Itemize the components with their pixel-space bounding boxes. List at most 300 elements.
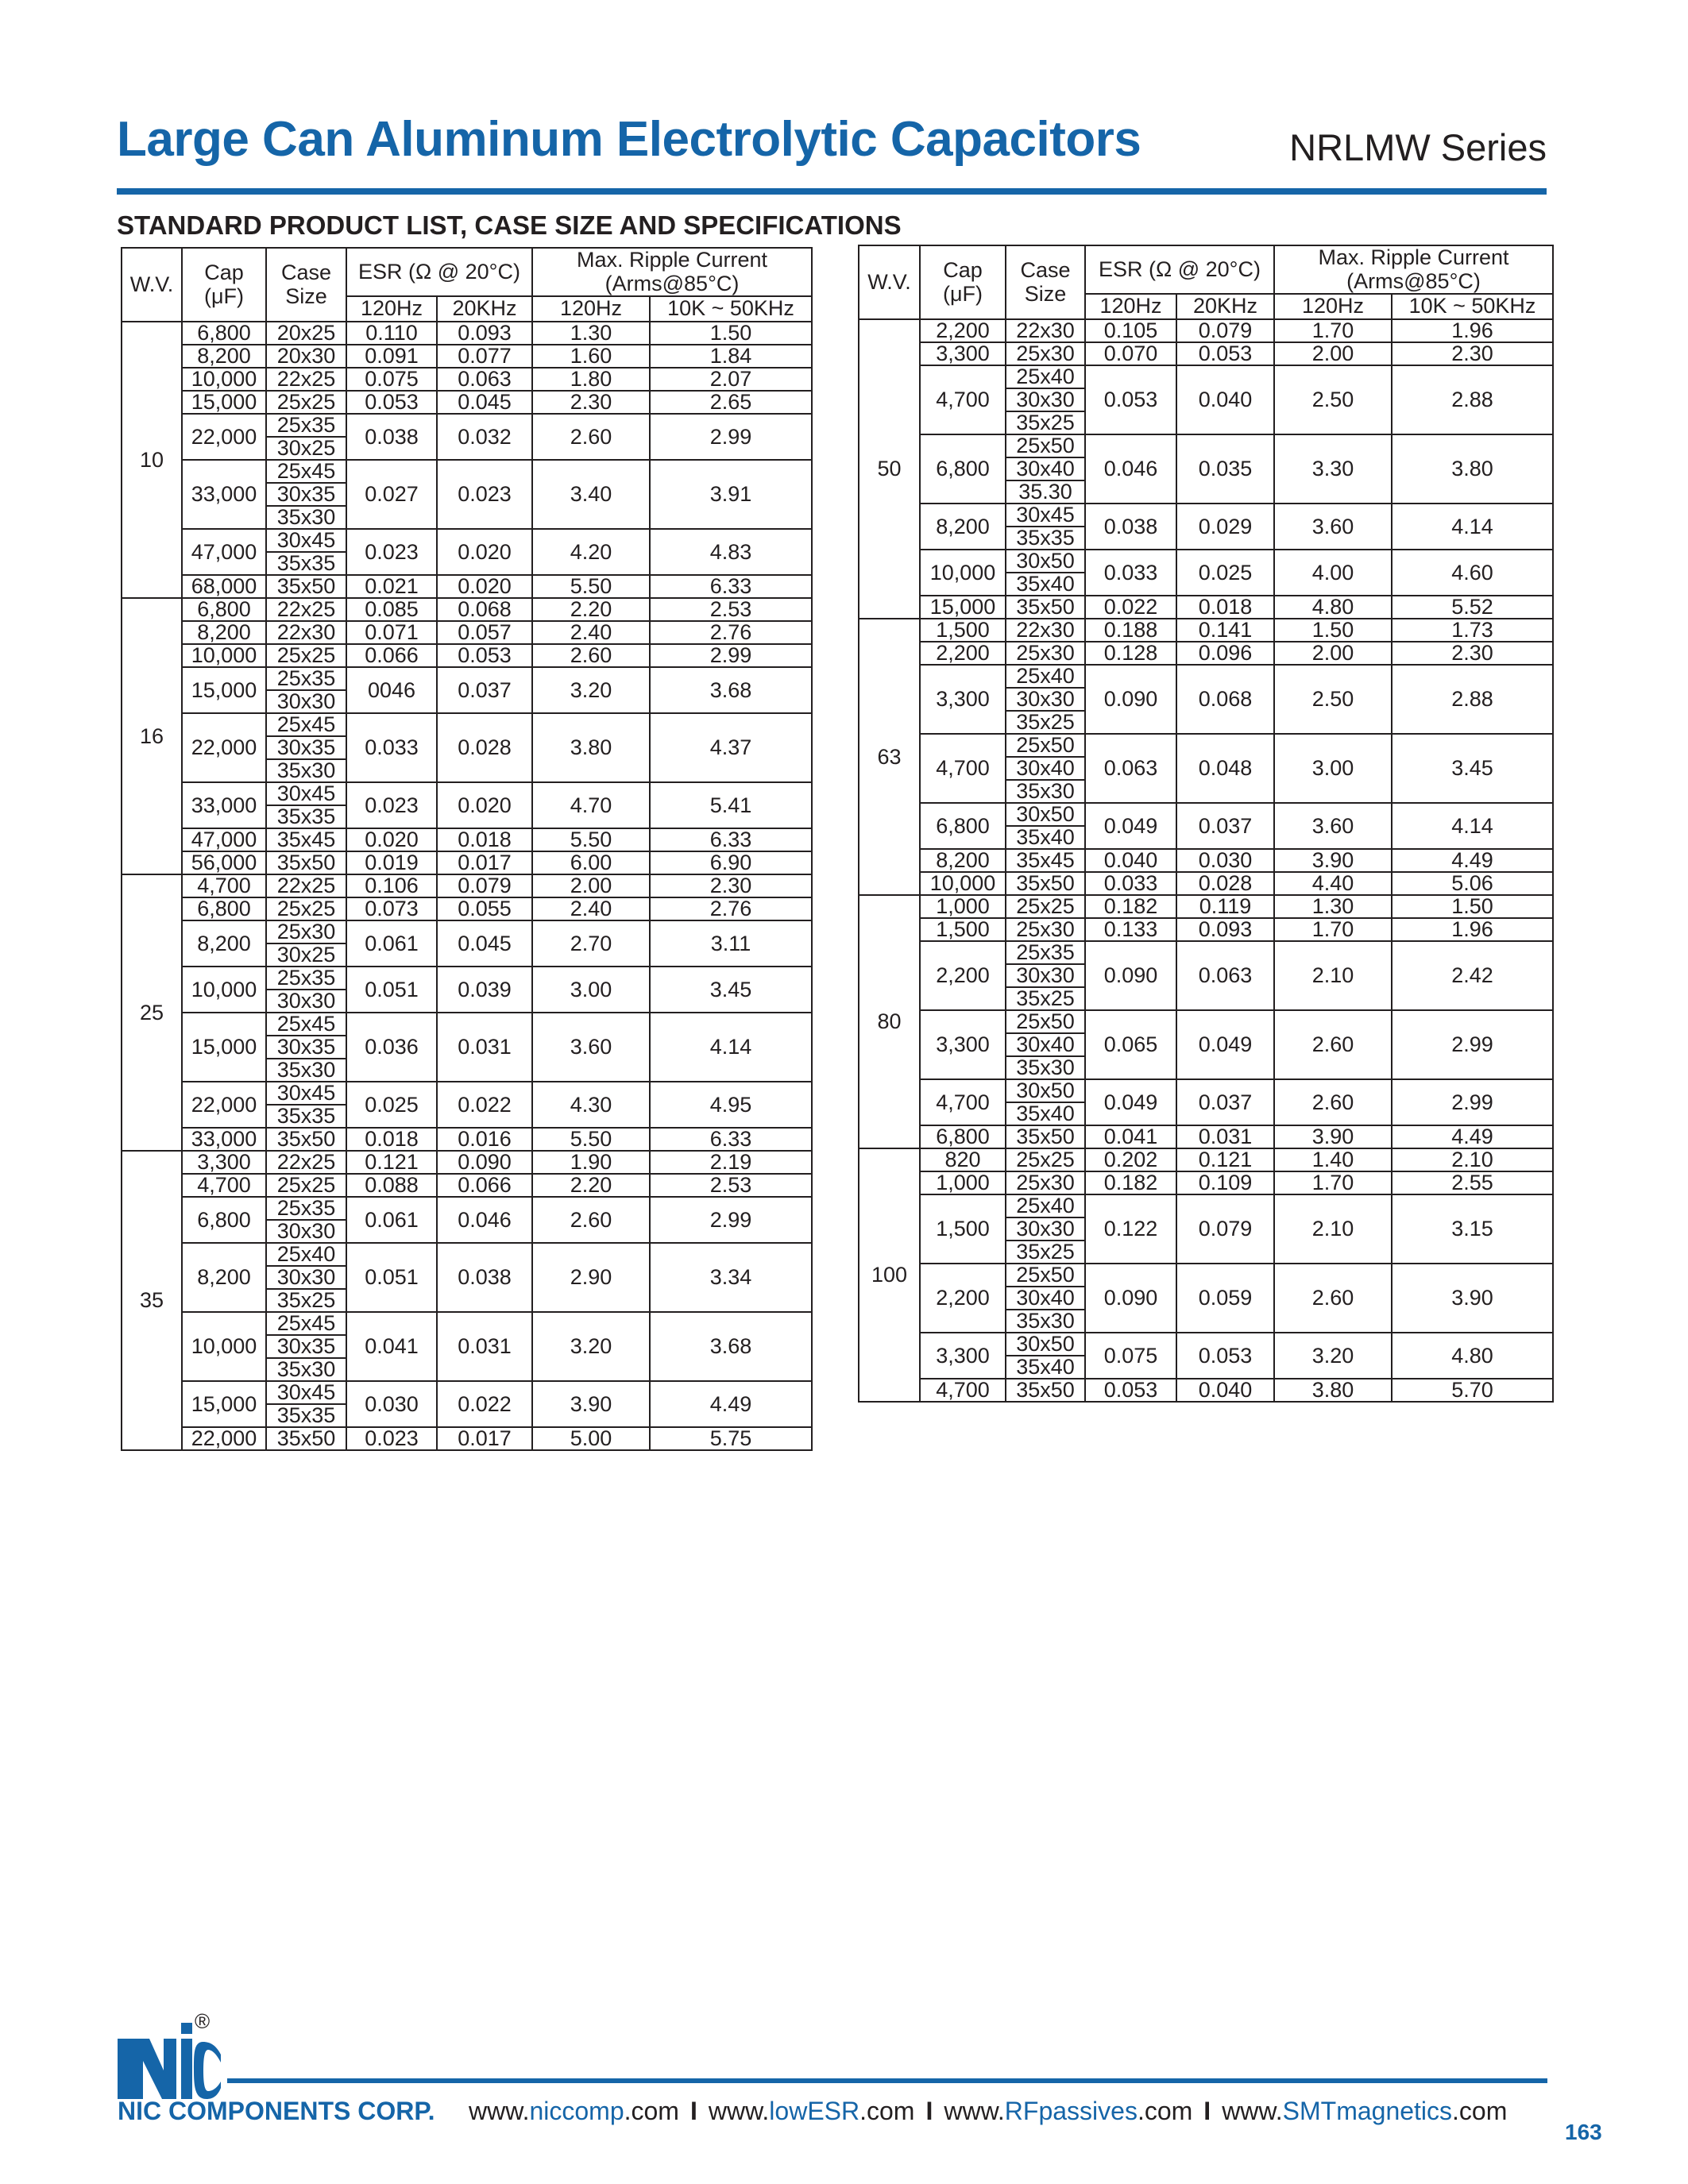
case-size-cell: 25x40 — [266, 1243, 346, 1266]
ripple-120hz-cell: 3.60 — [532, 1013, 650, 1082]
esr-120hz-cell: 0.040 — [1085, 849, 1176, 872]
spec-table-left — [121, 247, 813, 1451]
table-row — [859, 1264, 1553, 1287]
cap-cell: 3,300 — [920, 665, 1006, 734]
esr-120hz-cell: 0.023 — [346, 1427, 437, 1450]
case-size-cell: 25x25 — [1006, 895, 1085, 918]
cap-cell: 10,000 — [920, 550, 1006, 596]
wv-cell: 63 — [859, 619, 920, 895]
ripple-120hz-cell: 2.20 — [532, 1174, 650, 1197]
cap-cell: 8,200 — [920, 849, 1006, 872]
cap-cell: 33,000 — [182, 460, 266, 529]
ripple-10k-cell: 4.95 — [650, 1082, 812, 1128]
cap-cell: 6,800 — [182, 598, 266, 621]
header-cap-line2: (μF) — [942, 281, 983, 306]
table-row — [859, 619, 1553, 642]
case-size-cell: 30x30 — [1006, 688, 1085, 711]
case-size-cell: 30x50 — [1006, 1333, 1085, 1356]
header-cap-line2: (μF) — [203, 284, 245, 308]
table-row — [122, 967, 812, 990]
esr-120hz-cell: 0.202 — [1085, 1148, 1176, 1171]
header-case — [1006, 245, 1085, 319]
header-ripple-line1: Max. Ripple Current — [1318, 245, 1509, 269]
table-row — [859, 849, 1553, 872]
wv-cell: 35 — [122, 1151, 182, 1450]
header-ripple-10k-50khz: 10K ~ 50KHz — [1392, 294, 1553, 319]
cap-cell: 3,300 — [920, 342, 1006, 365]
table-row — [859, 1079, 1553, 1102]
esr-20khz-cell: 0.035 — [1176, 434, 1274, 504]
wv-cell: 10 — [122, 322, 182, 598]
ripple-120hz-cell: 4.30 — [532, 1082, 650, 1128]
esr-120hz-cell: 0.071 — [346, 621, 437, 644]
header-case-line1: Case — [280, 260, 332, 284]
esr-20khz-cell: 0.040 — [1176, 365, 1274, 434]
ripple-120hz-cell: 1.80 — [532, 368, 650, 391]
ripple-120hz-cell: 3.20 — [532, 667, 650, 713]
header-esr: ESR (Ω @ 20°C) — [1085, 245, 1274, 294]
ripple-120hz-cell: 2.60 — [532, 1197, 650, 1243]
ripple-120hz-cell: 5.50 — [532, 575, 650, 598]
ripple-10k-cell: 2.30 — [1392, 642, 1553, 665]
case-size-cell: 35x30 — [266, 506, 346, 529]
ripple-10k-cell: 1.50 — [1392, 895, 1553, 918]
table-row — [122, 621, 812, 644]
cap-cell: 820 — [920, 1148, 1006, 1171]
ripple-120hz-cell: 6.00 — [532, 851, 650, 874]
ripple-120hz-cell: 2.10 — [1274, 941, 1392, 1010]
ripple-120hz-cell: 1.90 — [532, 1151, 650, 1174]
cap-cell: 15,000 — [182, 667, 266, 713]
spec-table-right — [858, 245, 1554, 1403]
table-row — [859, 1379, 1553, 1402]
esr-20khz-cell: 0.077 — [437, 345, 532, 368]
ripple-120hz-cell: 1.60 — [532, 345, 650, 368]
cap-cell: 10,000 — [182, 967, 266, 1013]
header-esr-120hz: 120Hz — [1085, 294, 1176, 319]
ripple-10k-cell: 1.73 — [1392, 619, 1553, 642]
wv-cell: 80 — [859, 895, 920, 1148]
table-row — [122, 1312, 812, 1335]
ripple-10k-cell: 4.14 — [1392, 504, 1553, 550]
case-size-cell: 25x40 — [1006, 1194, 1085, 1217]
table-row — [122, 667, 812, 690]
table-row — [122, 322, 812, 345]
ripple-10k-cell: 2.55 — [1392, 1171, 1553, 1194]
header-cap — [182, 248, 266, 322]
esr-120hz-cell: 0.049 — [1085, 1079, 1176, 1125]
cap-cell: 47,000 — [182, 529, 266, 575]
esr-120hz-cell: 0.049 — [1085, 803, 1176, 849]
table-row — [859, 550, 1553, 573]
table-row — [122, 644, 812, 667]
ripple-120hz-cell: 1.70 — [1274, 918, 1392, 941]
ripple-10k-cell: 4.83 — [650, 529, 812, 575]
ripple-120hz-cell: 2.60 — [532, 414, 650, 460]
case-size-cell: 35x40 — [1006, 1356, 1085, 1379]
case-size-cell: 25x35 — [266, 967, 346, 990]
cap-cell: 22,000 — [182, 713, 266, 782]
esr-20khz-cell: 0.049 — [1176, 1010, 1274, 1079]
link-smtmagnetics-pre: www. — [1222, 2097, 1283, 2125]
esr-20khz-cell: 0.079 — [437, 874, 532, 897]
case-size-cell: 20x25 — [266, 322, 346, 345]
cap-cell: 8,200 — [182, 920, 266, 967]
ripple-120hz-cell: 4.00 — [1274, 550, 1392, 596]
esr-20khz-cell: 0.031 — [437, 1013, 532, 1082]
ripple-10k-cell: 6.33 — [650, 828, 812, 851]
esr-20khz-cell: 0.141 — [1176, 619, 1274, 642]
esr-20khz-cell: 0.037 — [437, 667, 532, 713]
header-ripple-10k-50khz: 10K ~ 50KHz — [650, 296, 812, 322]
case-size-cell: 30x30 — [266, 990, 346, 1013]
case-size-cell: 30x50 — [1006, 550, 1085, 573]
cap-cell: 15,000 — [920, 596, 1006, 619]
registered-mark: ® — [195, 2009, 211, 2033]
ripple-10k-cell: 6.33 — [650, 575, 812, 598]
case-size-cell: 25x50 — [1006, 1010, 1085, 1033]
esr-120hz-cell: 0.070 — [1085, 342, 1176, 365]
case-size-cell: 25x45 — [266, 1312, 346, 1335]
ripple-120hz-cell: 2.20 — [532, 598, 650, 621]
case-size-cell: 25x25 — [266, 644, 346, 667]
cap-cell: 68,000 — [182, 575, 266, 598]
case-size-cell: 30x50 — [1006, 1079, 1085, 1102]
header-esr-120hz: 120Hz — [346, 296, 437, 322]
table-row — [122, 598, 812, 621]
ripple-10k-cell: 2.99 — [1392, 1010, 1553, 1079]
cap-cell: 3,300 — [920, 1010, 1006, 1079]
table-row — [122, 1128, 812, 1151]
case-size-cell: 25x35 — [266, 667, 346, 690]
ripple-10k-cell: 5.06 — [1392, 872, 1553, 895]
case-size-cell: 35x50 — [266, 851, 346, 874]
esr-120hz-cell: 0.023 — [346, 529, 437, 575]
ripple-10k-cell: 5.75 — [650, 1427, 812, 1450]
esr-20khz-cell: 0.059 — [1176, 1264, 1274, 1333]
cap-cell: 10,000 — [182, 1312, 266, 1381]
link-niccomp[interactable] — [469, 2097, 679, 2125]
cap-cell: 8,200 — [182, 1243, 266, 1312]
case-size-cell: 25x25 — [266, 391, 346, 414]
esr-120hz-cell: 0.065 — [1085, 1010, 1176, 1079]
ripple-120hz-cell: 2.40 — [532, 621, 650, 644]
esr-20khz-cell: 0.119 — [1176, 895, 1274, 918]
ripple-10k-cell: 3.34 — [650, 1243, 812, 1312]
ripple-10k-cell: 2.53 — [650, 1174, 812, 1197]
cap-cell: 2,200 — [920, 642, 1006, 665]
esr-20khz-cell: 0.018 — [1176, 596, 1274, 619]
case-size-cell: 25x40 — [1006, 665, 1085, 688]
esr-120hz-cell: 0.020 — [346, 828, 437, 851]
table-row — [122, 1243, 812, 1266]
esr-20khz-cell: 0.055 — [437, 897, 532, 920]
esr-20khz-cell: 0.079 — [1176, 1194, 1274, 1264]
cap-cell: 22,000 — [182, 414, 266, 460]
link-rfpassives-pre: www. — [944, 2097, 1005, 2125]
ripple-10k-cell: 2.10 — [1392, 1148, 1553, 1171]
ripple-120hz-cell: 1.40 — [1274, 1148, 1392, 1171]
header-rule — [117, 188, 1547, 195]
esr-120hz-cell: 0.053 — [1085, 1379, 1176, 1402]
ripple-10k-cell: 5.70 — [1392, 1379, 1553, 1402]
ripple-10k-cell: 2.30 — [1392, 342, 1553, 365]
cap-cell: 15,000 — [182, 1381, 266, 1427]
case-size-cell: 35x40 — [1006, 573, 1085, 596]
ripple-120hz-cell: 2.60 — [1274, 1079, 1392, 1125]
header-cap — [920, 245, 1006, 319]
case-size-cell: 30x30 — [1006, 964, 1085, 987]
page-number: 163 — [1565, 2120, 1602, 2144]
case-size-cell: 25x50 — [1006, 434, 1085, 457]
cap-cell: 6,800 — [182, 897, 266, 920]
link-smtmagnetics-post: .com — [1452, 2097, 1508, 2125]
ripple-10k-cell: 2.53 — [650, 598, 812, 621]
ripple-120hz-cell: 3.80 — [532, 713, 650, 782]
ripple-120hz-cell: 3.00 — [532, 967, 650, 1013]
case-size-cell: 35x50 — [1006, 1379, 1085, 1402]
ripple-10k-cell: 1.96 — [1392, 918, 1553, 941]
case-size-cell: 35x30 — [266, 1358, 346, 1381]
ripple-10k-cell: 3.45 — [1392, 734, 1553, 803]
ripple-10k-cell: 6.33 — [650, 1128, 812, 1151]
cap-cell: 6,800 — [182, 1197, 266, 1243]
table-row — [859, 642, 1553, 665]
table-row — [859, 1333, 1553, 1356]
header-ripple-120hz: 120Hz — [1274, 294, 1392, 319]
table-row — [122, 391, 812, 414]
case-size-cell: 30x50 — [1006, 803, 1085, 826]
cap-cell: 10,000 — [920, 872, 1006, 895]
ripple-10k-cell: 5.41 — [650, 782, 812, 828]
table-row — [122, 1013, 812, 1036]
wv-cell: 50 — [859, 319, 920, 619]
ripple-10k-cell: 4.37 — [650, 713, 812, 782]
ripple-10k-cell: 2.99 — [1392, 1079, 1553, 1125]
esr-20khz-cell: 0.090 — [437, 1151, 532, 1174]
case-size-cell: 30x40 — [1006, 457, 1085, 480]
cap-cell: 6,800 — [182, 322, 266, 345]
link-separator: I — [1203, 2097, 1211, 2125]
ripple-10k-cell: 3.90 — [1392, 1264, 1553, 1333]
cap-cell: 6,800 — [920, 803, 1006, 849]
case-size-cell: 25x40 — [1006, 365, 1085, 388]
esr-120hz-cell: 0.030 — [346, 1381, 437, 1427]
esr-120hz-cell: 0.038 — [1085, 504, 1176, 550]
esr-120hz-cell: 0.027 — [346, 460, 437, 529]
case-size-cell: 22x30 — [1006, 319, 1085, 342]
table-row — [859, 434, 1553, 457]
case-size-cell: 30x40 — [1006, 757, 1085, 780]
link-smtmagnetics[interactable] — [1222, 2097, 1507, 2125]
ripple-120hz-cell: 2.60 — [1274, 1264, 1392, 1333]
table-row — [122, 368, 812, 391]
link-lowesr-post: .com — [859, 2097, 915, 2125]
case-size-cell: 35x30 — [1006, 780, 1085, 803]
table-row — [122, 782, 812, 805]
cap-cell: 6,800 — [920, 434, 1006, 504]
esr-20khz-cell: 0.040 — [1176, 1379, 1274, 1402]
esr-20khz-cell: 0.028 — [437, 713, 532, 782]
esr-20khz-cell: 0.053 — [1176, 1333, 1274, 1379]
esr-120hz-cell: 0.182 — [1085, 1171, 1176, 1194]
esr-120hz-cell: 0.085 — [346, 598, 437, 621]
link-rfpassives[interactable] — [944, 2097, 1192, 2125]
ripple-120hz-cell: 2.00 — [1274, 642, 1392, 665]
case-size-cell: 30x45 — [266, 782, 346, 805]
ripple-120hz-cell: 3.20 — [1274, 1333, 1392, 1379]
esr-120hz-cell: 0.122 — [1085, 1194, 1176, 1264]
esr-20khz-cell: 0.016 — [437, 1128, 532, 1151]
ripple-10k-cell: 2.76 — [650, 897, 812, 920]
ripple-10k-cell: 2.19 — [650, 1151, 812, 1174]
ripple-10k-cell: 2.99 — [650, 644, 812, 667]
ripple-10k-cell: 4.14 — [1392, 803, 1553, 849]
ripple-120hz-cell: 1.70 — [1274, 1171, 1392, 1194]
esr-20khz-cell: 0.053 — [437, 644, 532, 667]
case-size-cell: 35x25 — [1006, 1241, 1085, 1264]
table-row — [859, 596, 1553, 619]
table-row — [122, 1427, 812, 1450]
esr-120hz-cell: 0.051 — [346, 967, 437, 1013]
case-size-cell: 30x25 — [266, 943, 346, 967]
case-size-cell: 30x35 — [266, 736, 346, 759]
table-row — [122, 1151, 812, 1174]
case-size-cell: 30x45 — [1006, 504, 1085, 527]
ripple-120hz-cell: 2.90 — [532, 1243, 650, 1312]
table-row — [859, 918, 1553, 941]
cap-cell: 15,000 — [182, 391, 266, 414]
ripple-120hz-cell: 3.00 — [1274, 734, 1392, 803]
header-ripple-line2: (Arms@85°C) — [1346, 268, 1481, 293]
cap-cell: 22,000 — [182, 1427, 266, 1450]
case-size-cell: 25x30 — [266, 920, 346, 943]
esr-20khz-cell: 0.109 — [1176, 1171, 1274, 1194]
esr-20khz-cell: 0.022 — [437, 1082, 532, 1128]
esr-20khz-cell: 0.017 — [437, 1427, 532, 1450]
ripple-120hz-cell: 3.30 — [1274, 434, 1392, 504]
esr-20khz-cell: 0.066 — [437, 1174, 532, 1197]
ripple-10k-cell: 3.45 — [650, 967, 812, 1013]
ripple-10k-cell: 4.49 — [650, 1381, 812, 1427]
esr-120hz-cell: 0.033 — [1085, 550, 1176, 596]
cap-cell: 6,800 — [920, 1125, 1006, 1148]
case-size-cell: 25x25 — [266, 1174, 346, 1197]
ripple-120hz-cell: 1.50 — [1274, 619, 1392, 642]
case-size-cell: 35x40 — [1006, 826, 1085, 849]
cap-cell: 47,000 — [182, 828, 266, 851]
esr-120hz-cell: 0.046 — [1085, 434, 1176, 504]
esr-120hz-cell: 0046 — [346, 667, 437, 713]
case-size-cell: 25x50 — [1006, 734, 1085, 757]
case-size-cell: 30x40 — [1006, 1287, 1085, 1310]
link-lowesr[interactable] — [709, 2097, 915, 2125]
ripple-120hz-cell: 1.30 — [1274, 895, 1392, 918]
case-size-cell: 25x45 — [266, 460, 346, 483]
case-size-cell: 25x45 — [266, 713, 346, 736]
header-ripple — [1274, 245, 1553, 294]
esr-20khz-cell: 0.079 — [1176, 319, 1274, 342]
header-case-line1: Case — [1020, 257, 1071, 282]
cap-cell: 1,500 — [920, 619, 1006, 642]
ripple-120hz-cell: 2.00 — [532, 874, 650, 897]
case-size-cell: 35x30 — [266, 1059, 346, 1082]
link-separator: I — [689, 2097, 697, 2125]
case-size-cell: 20x30 — [266, 345, 346, 368]
case-size-cell: 35x35 — [266, 552, 346, 575]
case-size-cell: 35x35 — [266, 805, 346, 828]
esr-20khz-cell: 0.121 — [1176, 1148, 1274, 1171]
esr-120hz-cell: 0.061 — [346, 1197, 437, 1243]
case-size-cell: 25x25 — [1006, 1148, 1085, 1171]
ripple-120hz-cell: 2.50 — [1274, 365, 1392, 434]
page-title: Large Can Aluminum Electrolytic Capacitors — [117, 112, 1141, 167]
esr-20khz-cell: 0.020 — [437, 782, 532, 828]
ripple-10k-cell: 2.99 — [650, 414, 812, 460]
ripple-10k-cell: 3.68 — [650, 1312, 812, 1381]
esr-20khz-cell: 0.031 — [1176, 1125, 1274, 1148]
ripple-10k-cell: 3.68 — [650, 667, 812, 713]
footer-links — [469, 2097, 1507, 2126]
cap-cell: 10,000 — [182, 644, 266, 667]
case-size-cell: 30x30 — [266, 1220, 346, 1243]
table-row — [122, 713, 812, 736]
ripple-10k-cell: 3.91 — [650, 460, 812, 529]
ripple-10k-cell: 4.14 — [650, 1013, 812, 1082]
ripple-10k-cell: 2.76 — [650, 621, 812, 644]
table-row — [859, 1148, 1553, 1171]
header-esr-20khz: 20KHz — [437, 296, 532, 322]
case-size-cell: 35x25 — [1006, 411, 1085, 434]
header-esr-20khz: 20KHz — [1176, 294, 1274, 319]
case-size-cell: 30x30 — [266, 690, 346, 713]
case-size-cell: 35x40 — [1006, 1102, 1085, 1125]
case-size-cell: 35x35 — [266, 1404, 346, 1427]
esr-120hz-cell: 0.036 — [346, 1013, 437, 1082]
esr-120hz-cell: 0.021 — [346, 575, 437, 598]
case-size-cell: 35x50 — [1006, 1125, 1085, 1148]
esr-20khz-cell: 0.023 — [437, 460, 532, 529]
esr-120hz-cell: 0.073 — [346, 897, 437, 920]
ripple-120hz-cell: 3.90 — [1274, 849, 1392, 872]
link-rfpassives-post: .com — [1137, 2097, 1193, 2125]
ripple-120hz-cell: 5.50 — [532, 828, 650, 851]
esr-20khz-cell: 0.037 — [1176, 1079, 1274, 1125]
cap-cell: 22,000 — [182, 1082, 266, 1128]
ripple-120hz-cell: 3.40 — [532, 460, 650, 529]
case-size-cell: 25x30 — [1006, 918, 1085, 941]
esr-120hz-cell: 0.088 — [346, 1174, 437, 1197]
ripple-120hz-cell: 2.00 — [1274, 342, 1392, 365]
esr-120hz-cell: 0.066 — [346, 644, 437, 667]
ripple-10k-cell: 4.80 — [1392, 1333, 1553, 1379]
ripple-10k-cell: 5.52 — [1392, 596, 1553, 619]
ripple-120hz-cell: 1.70 — [1274, 319, 1392, 342]
case-size-cell: 35x30 — [1006, 1310, 1085, 1333]
case-size-cell: 35x25 — [1006, 711, 1085, 734]
header-ripple-line2: (Arms@85°C) — [605, 271, 740, 295]
case-size-cell: 30x35 — [266, 483, 346, 506]
table-row — [859, 803, 1553, 826]
wv-cell: 25 — [122, 874, 182, 1151]
table-row — [122, 345, 812, 368]
esr-120hz-cell: 0.110 — [346, 322, 437, 345]
esr-20khz-cell: 0.022 — [437, 1381, 532, 1427]
esr-120hz-cell: 0.033 — [1085, 872, 1176, 895]
esr-20khz-cell: 0.048 — [1176, 734, 1274, 803]
case-size-cell: 30x30 — [1006, 1217, 1085, 1241]
case-size-cell: 22x25 — [266, 1151, 346, 1174]
